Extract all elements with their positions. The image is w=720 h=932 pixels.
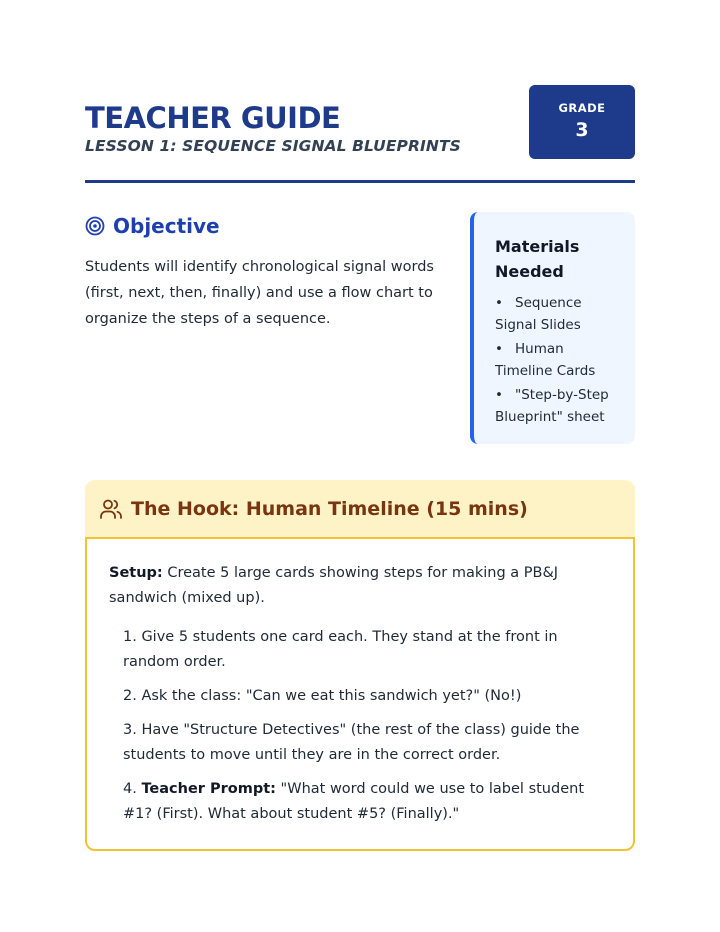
hook-header bbox=[85, 480, 635, 537]
list-item: 3. Have "Structure Detectives" (the rest of the class) guide the students to move until they are in the correct order. bbox=[123, 722, 580, 763]
page-title: TEACHER GUIDE bbox=[85, 101, 341, 135]
grade-label: GRADE bbox=[558, 101, 606, 115]
materials-card bbox=[470, 212, 635, 444]
objective-text: Students will identify chronological signal words (first, next, then, finally) and use a flow chart to organize the steps of a sequence. bbox=[85, 259, 434, 327]
materials-title: Materials Needed bbox=[495, 237, 580, 281]
list-item: 1. Give 5 students one card each. They stand at the front in random order. bbox=[123, 629, 558, 670]
page-header bbox=[85, 85, 635, 185]
list-item: • Human Timeline Cards bbox=[495, 341, 596, 379]
target-icon bbox=[85, 216, 105, 236]
grade-value: 3 bbox=[575, 119, 589, 141]
header-divider bbox=[85, 180, 635, 183]
materials-list bbox=[495, 292, 621, 428]
objective-title: Objective bbox=[113, 214, 220, 238]
lesson-subtitle: LESSON 1: SEQUENCE SIGNAL BLUEPRINTS bbox=[85, 137, 461, 155]
setup-text: Setup: Create 5 large cards showing steps for making a PB&J sandwich (mixed up). bbox=[109, 565, 559, 606]
list-item: • Sequence Signal Slides bbox=[495, 295, 582, 333]
list-item: • "Step-by-Step Blueprint" sheet bbox=[495, 387, 609, 425]
list-item: 4. Teacher Prompt: "What word could we use to label student #1? (First). What about student #5? (Finally)." bbox=[123, 781, 585, 822]
users-icon bbox=[99, 498, 123, 520]
hook-body bbox=[85, 537, 635, 851]
hook-section bbox=[85, 480, 635, 851]
list-item: 2. Ask the class: "Can we eat this sandwich yet?" (No!) bbox=[123, 688, 522, 704]
hook-title: The Hook: Human Timeline (15 mins) bbox=[131, 497, 528, 520]
steps-list bbox=[109, 625, 611, 827]
grade-badge bbox=[529, 85, 635, 159]
objective-section bbox=[85, 212, 450, 332]
